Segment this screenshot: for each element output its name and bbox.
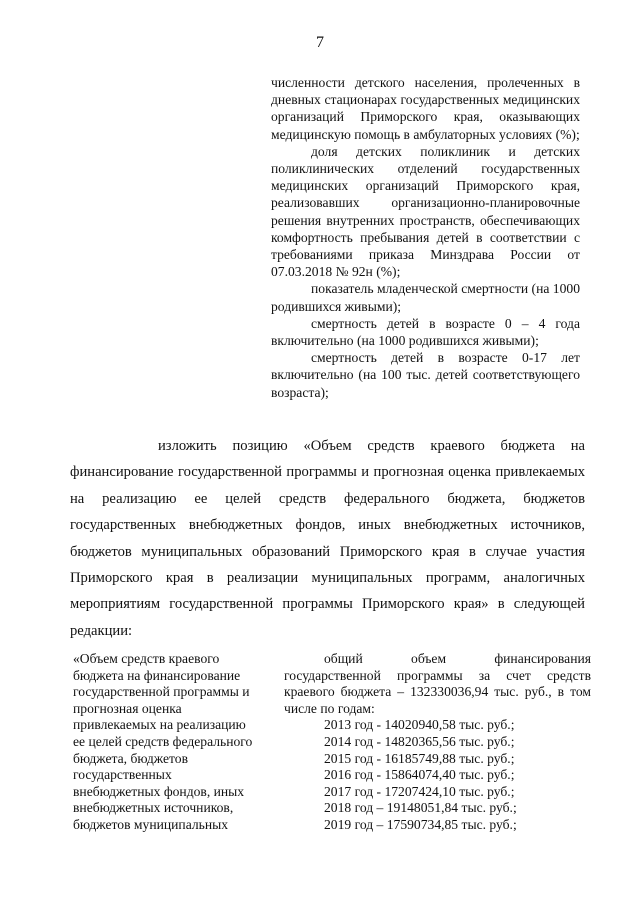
funding-year-row: 2015 год - 16185749,88 тыс. руб.; bbox=[324, 750, 515, 766]
table-left-line: бюджетов муниципальных bbox=[73, 816, 229, 832]
table-left-line: государственных bbox=[73, 767, 172, 783]
table-left-line: ее целей средств федерального bbox=[73, 733, 253, 749]
table-left-line: привлекаемых на реализацию bbox=[73, 717, 246, 733]
funding-year-row: 2014 год - 14820365,56 тыс. руб.; bbox=[324, 733, 515, 749]
funding-year-row: 2019 год – 17590734,85 тыс. руб.; bbox=[324, 816, 517, 832]
amendment-paragraph: изложить позицию «Объем средств краевого бюджета на финансирование государственной программы и прогнозная оценка привлекаемых на реализацию ее целей средств федерального бюджета, бюджетов государственных внебюджетных фондов, иных внебюджетных источников, бюджетов муниципальных образований Приморского края в случае участия Приморского края в реализации муниципальных программ, аналогичных мероприятиям государственной программы Приморского края» в следующей редакции: bbox=[70, 438, 585, 639]
funding-year-row: 2013 год - 14020940,58 тыс. руб.; bbox=[324, 717, 515, 733]
funding-year-row: 2017 год - 17207424,10 тыс. руб.; bbox=[324, 783, 515, 799]
table-left-line: прогнозная оценка bbox=[73, 700, 182, 716]
table-left-line: внебюджетных фондов, иных bbox=[73, 783, 245, 799]
table-right-column bbox=[284, 651, 591, 834]
indicator-item: смертность детей в возрасте 0-17 лет включительно (на 100 тыс. детей соответствующего возраста); bbox=[271, 350, 580, 400]
indicator-list bbox=[271, 74, 580, 401]
table-left-line: «Объем средств краевого bbox=[73, 651, 220, 666]
indicator-item: показатель младенческой смертности (на 1000 родившихся живыми); bbox=[271, 281, 580, 314]
funding-total-text: общий объем финансирования государственной программы за счет средств краевого бюджета – 132330036,94 тыс. руб., в том числе по годам: bbox=[284, 651, 591, 716]
indicator-item: численности детского населения, пролеченных в дневных стационарах государственных медицинских организаций Приморского края, оказывающих медицинскую помощь в амбулаторных условиях (%); bbox=[271, 75, 580, 142]
table-left-line: внебюджетных источников, bbox=[73, 800, 234, 816]
indicator-item: смертность детей в возрасте 0 – 4 года включительно (на 1000 родившихся живыми); bbox=[271, 315, 580, 349]
amendment-paragraph-block bbox=[70, 433, 585, 644]
funding-year-row: 2016 год - 15864074,40 тыс. руб.; bbox=[324, 767, 515, 783]
funding-year-row: 2018 год – 19148051,84 тыс. руб.; bbox=[324, 800, 517, 816]
table-left-line: бюджета, бюджетов bbox=[73, 750, 189, 766]
indicator-item: доля детских поликлиник и детских поликлинических отделений государственных медицинских организаций Приморского края, реализовавших организационно-планировочные решения внутренних пространств, обеспечивающих комфортность пребывания детей в соответствии с требованиями приказа Минздрава России от 07.03.2018 № 92н (%); bbox=[271, 143, 580, 280]
table-left-line: государственной программы и bbox=[73, 684, 250, 700]
table-left-column bbox=[73, 651, 278, 834]
page-number: 7 bbox=[316, 34, 324, 51]
table-left-line: бюджета на финансирование bbox=[73, 667, 241, 683]
